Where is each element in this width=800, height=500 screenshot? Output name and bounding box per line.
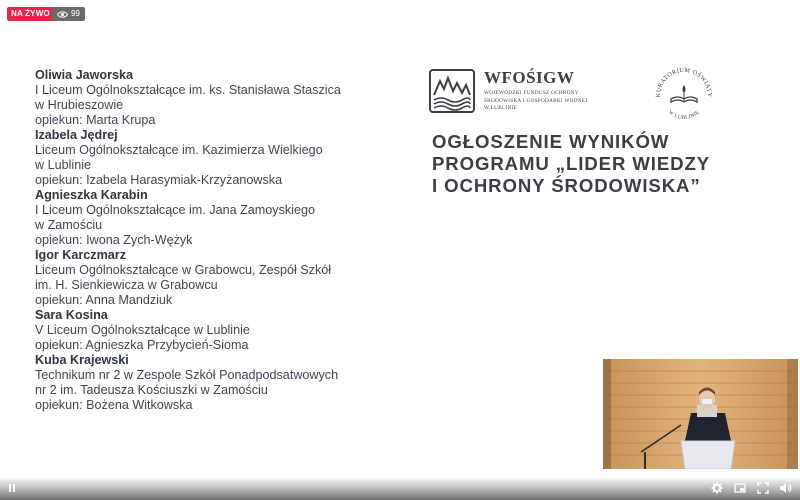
svg-text:W LUBLINIE [667,109,701,121]
headline-line: OGŁOSZENIE WYNIKÓW [432,131,670,152]
winner-name: Oliwia Jaworska [35,68,134,82]
winner-entry [35,353,395,413]
winner-mentor: opiekun: Anna Mandziuk [35,293,173,307]
kuratorium-text-top: KURATORIUM OŚWIATY [654,66,714,98]
winner-school-line: Technikum nr 2 w Zespole Szkół Ponadpodsatwowych [35,368,339,382]
winner-mentor: opiekun: Agnieszka Przybycień-Sioma [35,338,249,352]
winner-entry [35,308,395,353]
wfos-subtitle-line: WOJEWÓDZKI FUNDUSZ OCHRONY [484,90,579,96]
winner-mentor: opiekun: Iwona Zych-Wężyk [35,233,193,247]
wfos-subtitle-line: W LUBLINIE [484,105,518,111]
event-headline [432,131,752,197]
winner-school-line: w Lublinie [35,158,92,172]
webcam-scene [603,359,798,469]
live-badge: NA ŻYWO [7,7,54,21]
video-controls-bar [0,477,800,500]
progress-bar[interactable] [0,477,800,479]
winner-entry [35,248,395,308]
winner-school-line: I Liceum Ogólnokształcące im. ks. Stanisława Staszica [35,83,341,97]
winner-school-line: V Liceum Ogólnokształcące w Lublinie [35,323,250,337]
pause-icon[interactable] [7,482,17,494]
winner-mentor: opiekun: Izabela Harasymiak-Krzyżanowska [35,173,283,187]
wfos-subtitle [484,90,588,113]
webcam-video-overlay [603,359,798,469]
headline-line: PROGRAMU „LIDER WIEDZY [432,153,711,174]
kuratorium-logo [651,64,717,124]
winner-name: Izabela Jędrej [35,128,118,142]
volume-icon[interactable] [779,482,792,494]
winner-name: Sara Kosina [35,308,108,322]
winner-name: Igor Karczmarz [35,248,126,262]
winner-school-line: I Liceum Ogólnokształcące im. Jana Zamoyskiego [35,203,315,217]
winner-name: Kuba Krajewski [35,353,129,367]
winner-entry [35,128,395,188]
sponsor-logos [429,64,729,124]
gear-icon[interactable] [711,482,723,494]
winner-mentor: opiekun: Bożena Witkowska [35,398,193,412]
eye-icon [57,11,68,18]
winner-school-line: Liceum Ogólnokształcące w Grabowcu, Zespół Szkół [35,263,332,277]
wfos-subtitle-line: ŚRODOWISKA I GOSPODARKI WODNEJ [484,97,588,104]
headline-line: I OCHRONY ŚRODOWISKA” [432,175,701,196]
picture-in-picture-icon[interactable] [734,482,746,494]
wfos-logo-mark [429,69,475,113]
winners-list [35,68,395,413]
winner-entry [35,188,395,248]
winner-school-line: w Hrubieszowie [35,98,124,112]
winner-name: Agnieszka Karabin [35,188,148,202]
winner-school-line: w Zamościu [35,218,103,232]
viewer-count-badge [52,7,85,21]
winner-school-line: im. H. Sienkiewicza w Grabowcu [35,278,218,292]
winner-entry [35,68,395,128]
fullscreen-icon[interactable] [757,482,769,494]
viewer-count: 99 [71,9,80,18]
winner-school-line: Liceum Ogólnokształcące im. Kazimierza Wielkiego [35,143,323,157]
winner-school-line: nr 2 im. Tadeusza Kościuszki w Zamościu [35,383,268,397]
kuratorium-text-bottom: W LUBLINIE [667,109,701,121]
winner-mentor: opiekun: Marta Krupa [35,113,156,127]
wfos-title: WFOŚIGW [484,68,575,87]
